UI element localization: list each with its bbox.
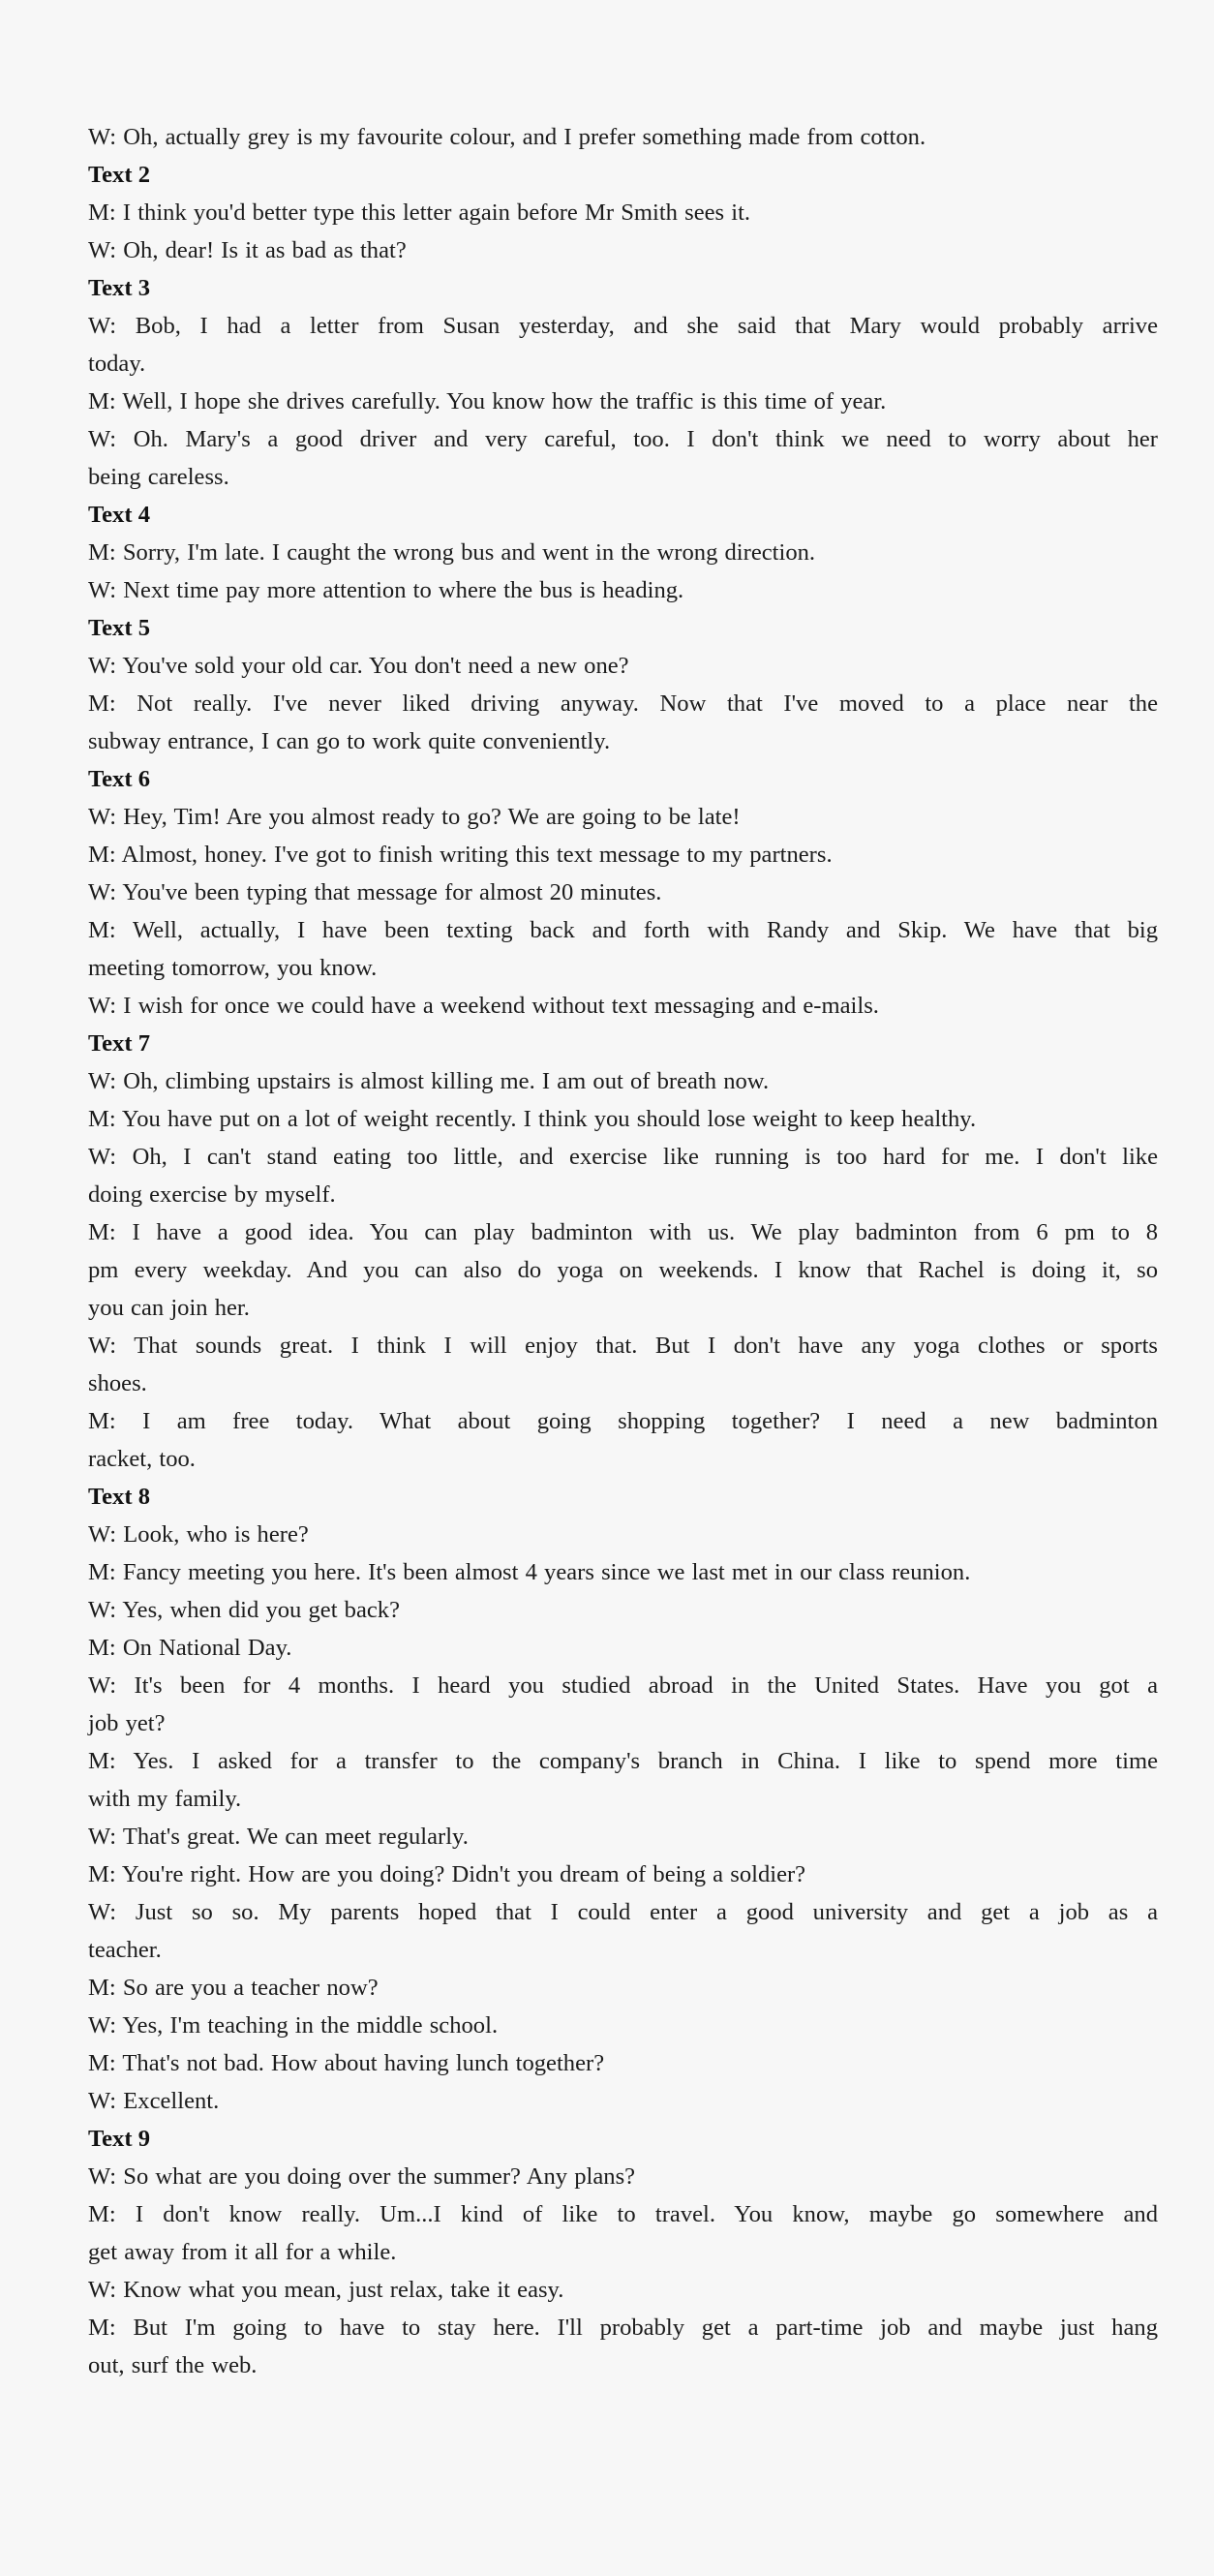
dialogue-line: being careless. — [88, 464, 229, 490]
dialogue-line: teacher. — [88, 1937, 162, 1963]
dialogue-line: W: Yes, when did you get back? — [88, 1597, 401, 1623]
dialogue-line: W: Know what you mean, just relax, take it easy. — [88, 2277, 564, 2303]
dialogue-line: M: I don't know really. Um...I kind of like to travel. You know, maybe go somewhere and — [88, 2201, 1158, 2227]
dialogue-line: M: I am free today. What about going shopping together? I need a new badminton — [88, 1408, 1158, 1434]
dialogue-line: racket, too. — [88, 1446, 196, 1472]
dialogue-line: with my family. — [88, 1786, 242, 1812]
section-heading: Text 6 — [88, 766, 150, 792]
dialogue-line: out, surf the web. — [88, 2352, 258, 2378]
dialogue-line: M: On National Day. — [88, 1635, 292, 1661]
dialogue-line: W: That's great. We can meet regularly. — [88, 1824, 469, 1850]
dialogue-line: W: Bob, I had a letter from Susan yesterday, and she said that Mary would probably arrive — [88, 313, 1158, 339]
dialogue-line: M: You have put on a lot of weight recently. I think you should lose weight to keep healthy. — [88, 1106, 977, 1132]
dialogue-line: M: I think you'd better type this letter again before Mr Smith sees it. — [88, 199, 751, 226]
dialogue-line: M: Almost, honey. I've got to finish writing this text message to my partners. — [88, 842, 833, 868]
dialogue-line: job yet? — [88, 1710, 166, 1736]
dialogue-line: W: It's been for 4 months. I heard you studied abroad in the United States. Have you got a — [88, 1672, 1158, 1699]
transcript-page — [88, 118, 1158, 2384]
dialogue-line: W: Just so so. My parents hoped that I could enter a good university and get a job as a — [88, 1899, 1158, 1925]
dialogue-line: M: Not really. I've never liked driving anyway. Now that I've moved to a place near the — [88, 690, 1158, 717]
dialogue-line: W: Next time pay more attention to where the bus is heading. — [88, 577, 684, 603]
dialogue-line: M: That's not bad. How about having lunch together? — [88, 2050, 605, 2076]
dialogue-line: M: Well, I hope she drives carefully. You know how the traffic is this time of year. — [88, 388, 887, 414]
dialogue-line: meeting tomorrow, you know. — [88, 955, 378, 981]
section-heading: Text 8 — [88, 1484, 150, 1510]
dialogue-line: shoes. — [88, 1370, 147, 1396]
dialogue-line: today. — [88, 351, 146, 377]
dialogue-line: W: You've sold your old car. You don't need a new one? — [88, 653, 629, 679]
dialogue-line: W: Oh, actually grey is my favourite colour, and I prefer something made from cotton. — [88, 124, 926, 150]
dialogue-line: M: Sorry, I'm late. I caught the wrong bus and went in the wrong direction. — [88, 539, 816, 566]
dialogue-line: M: Well, actually, I have been texting back and forth with Randy and Skip. We have that big — [88, 917, 1158, 943]
dialogue-line: subway entrance, I can go to work quite conveniently. — [88, 728, 611, 754]
dialogue-line: W: Look, who is here? — [88, 1521, 309, 1548]
dialogue-line: you can join her. — [88, 1295, 250, 1321]
dialogue-line: W: Excellent. — [88, 2088, 220, 2114]
dialogue-line: M: Fancy meeting you here. It's been almost 4 years since we last met in our class reunion. — [88, 1559, 971, 1585]
dialogue-line: M: So are you a teacher now? — [88, 1975, 379, 2001]
dialogue-line: W: Oh, climbing upstairs is almost killing me. I am out of breath now. — [88, 1068, 770, 1094]
section-heading: Text 7 — [88, 1030, 150, 1057]
section-heading: Text 2 — [88, 162, 150, 188]
dialogue-line: M: You're right. How are you doing? Didn't you dream of being a soldier? — [88, 1861, 806, 1887]
dialogue-line: W: That sounds great. I think I will enjoy that. But I don't have any yoga clothes or sports — [88, 1333, 1158, 1359]
section-heading: Text 3 — [88, 275, 150, 301]
dialogue-line: M: But I'm going to have to stay here. I'll probably get a part-time job and maybe just hang — [88, 2315, 1158, 2341]
dialogue-line: W: Hey, Tim! Are you almost ready to go? We are going to be late! — [88, 804, 741, 830]
section-heading: Text 5 — [88, 615, 150, 641]
dialogue-line: W: I wish for once we could have a weekend without text messaging and e-mails. — [88, 993, 879, 1019]
dialogue-line: doing exercise by myself. — [88, 1181, 336, 1208]
dialogue-line: W: Oh, I can't stand eating too little, and exercise like running is too hard for me. I don't like — [88, 1144, 1158, 1170]
section-heading: Text 9 — [88, 2126, 150, 2152]
dialogue-line: W: Oh. Mary's a good driver and very careful, too. I don't think we need to worry about her — [88, 426, 1158, 452]
dialogue-line: pm every weekday. And you can also do yoga on weekends. I know that Rachel is doing it, so — [88, 1257, 1158, 1283]
dialogue-line: M: Yes. I asked for a transfer to the company's branch in China. I like to spend more time — [88, 1748, 1158, 1774]
dialogue-line: W: Oh, dear! Is it as bad as that? — [88, 237, 407, 263]
dialogue-line: W: You've been typing that message for almost 20 minutes. — [88, 879, 662, 905]
dialogue-line: W: So what are you doing over the summer? Any plans? — [88, 2163, 636, 2190]
dialogue-line: M: I have a good idea. You can play badminton with us. We play badminton from 6 pm to 8 — [88, 1219, 1158, 1245]
dialogue-line: get away from it all for a while. — [88, 2239, 397, 2265]
dialogue-line: W: Yes, I'm teaching in the middle school. — [88, 2012, 499, 2039]
section-heading: Text 4 — [88, 502, 150, 528]
